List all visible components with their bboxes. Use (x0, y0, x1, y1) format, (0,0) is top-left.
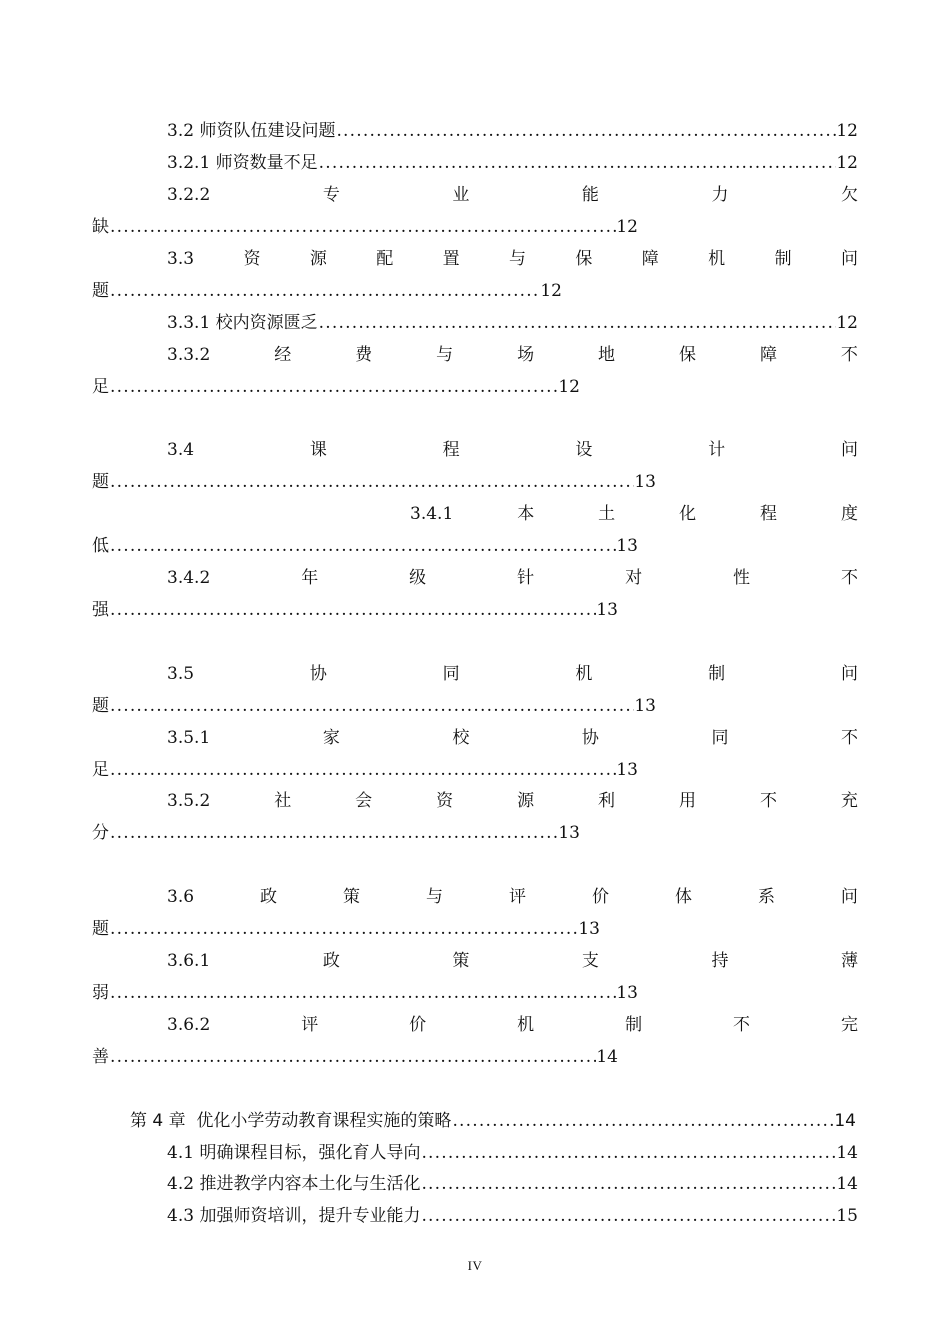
toc-entry-title: 师资数量不足 (215, 153, 318, 173)
toc-entry-page: 12 (616, 217, 638, 237)
toc-entry-num: 3.5.2 (167, 791, 211, 811)
toc-entry-num: 3.3.1 (167, 313, 211, 333)
toc-entry-page: 13 (634, 696, 656, 716)
toc-entry-3-2-1[interactable] (167, 152, 858, 174)
toc-entry-3-6-1-line1[interactable]: 3.6.1 政 策 支 持 薄 (167, 951, 858, 971)
toc-entry-num: 3.6.1 (167, 951, 211, 971)
toc-entry-3-4-1-line2[interactable]: 低 . . . 13 (92, 535, 638, 557)
toc-entry-3-3-line2[interactable]: 题 . . . 12 (92, 280, 562, 302)
toc-entry-title: 推进教学内容本土化与生活化 (199, 1174, 421, 1194)
toc-entry-num: 3.3 (167, 249, 195, 269)
toc-entry-3-3-1[interactable] (167, 312, 858, 334)
toc-entry-num: 4.1 (167, 1143, 195, 1163)
toc-entry-num: 4.2 (167, 1174, 195, 1194)
toc-entry-title: 校内资源匮乏 (215, 313, 318, 333)
toc-entry-3-5-line1[interactable]: 3.5 协 同 机 制 问 (167, 664, 858, 684)
toc-entry-3-3-2-line1[interactable]: 3.3.2 经 费 与 场 地 保 障 不 (167, 345, 858, 365)
toc-entry-3-6-2-line2[interactable]: 善 . . . 14 (92, 1046, 618, 1068)
toc-entry-page: 12 (540, 281, 562, 301)
toc-entry-3-6-1-line2[interactable]: 弱 . . . 13 (92, 982, 638, 1004)
toc-entry-page: 13 (616, 983, 638, 1003)
toc-entry-3-5-2-line2[interactable]: 分 . . . 13 (92, 822, 580, 844)
toc-entry-3-4-line1[interactable]: 3.4 课 程 设 计 问 (167, 440, 858, 460)
toc-entry-3-2[interactable] (167, 120, 858, 142)
toc-entry-3-5-1-line1[interactable]: 3.5.1 家 校 协 同 不 (167, 728, 858, 748)
toc-entry-3-5-1-line2[interactable]: 足 . . . 13 (92, 759, 638, 781)
toc-chapter-title: 第 4 章 优化小学劳动教育课程实施的策略 (130, 1111, 452, 1131)
toc-entry-num: 3.2.2 (167, 185, 211, 205)
toc-entry-page: 12 (558, 377, 580, 397)
toc-entry-num: 3.4.1 (410, 504, 454, 524)
toc-entry-3-6-line1[interactable]: 3.6 政 策 与 评 价 体 系 问 (167, 887, 858, 907)
toc-entry-3-6-2-line1[interactable]: 3.6.2 评 价 机 制 不 完 (167, 1015, 858, 1035)
toc-entry-4-2[interactable] (167, 1173, 858, 1195)
toc-entry-title: 明确课程目标，强化育人导向 (199, 1143, 421, 1163)
toc-entry-num: 3.3.2 (167, 345, 211, 365)
toc-entry-num: 3.4 (167, 440, 195, 460)
toc-entry-4-3[interactable] (167, 1205, 858, 1227)
toc-entry-num: 3.5 (167, 664, 195, 684)
toc-entry-page: 13 (634, 472, 656, 492)
toc-entry-3-2-2-line2[interactable]: 缺 . . . 12 (92, 216, 638, 238)
toc-entry-3-3-2-line2[interactable]: 足 . . . 12 (92, 376, 580, 398)
toc-entry-num: 3.5.1 (167, 728, 211, 748)
toc-entry-3-6-line2[interactable]: 题 . . . 13 (92, 918, 600, 940)
toc-entry-title: 加强师资培训，提升专业能力 (199, 1206, 421, 1226)
toc-entry-num: 3.6.2 (167, 1015, 211, 1035)
toc-entry-3-5-line2[interactable]: 题 . . . 13 (92, 695, 656, 717)
page-number: IV (467, 1258, 483, 1273)
toc-entry-3-4-line2[interactable]: 题 . . . 13 (92, 471, 656, 493)
toc-entry-page: 15 (836, 1206, 858, 1226)
toc-entry-page: 14 (836, 1174, 858, 1194)
toc-entry-num: 3.2 (167, 121, 195, 141)
toc-entry-3-4-1-line1[interactable]: 3.4.1 本 土 化 程 度 (410, 504, 858, 524)
toc-entry-3-3-line1[interactable]: 3.3 资 源 配 置 与 保 障 机 制 问 (167, 249, 858, 269)
toc-entry-3-4-2-line2[interactable]: 强 . . . 13 (92, 599, 618, 621)
toc-entry-page: 12 (836, 313, 858, 333)
toc-entry-page: 13 (578, 919, 600, 939)
toc-entry-3-5-2-line1[interactable]: 3.5.2 社 会 资 源 利 用 不 充 (167, 791, 858, 811)
toc-entry-num: 4.3 (167, 1206, 195, 1226)
toc-entry-page: 13 (558, 823, 580, 843)
toc-entry-4-1[interactable] (167, 1142, 858, 1164)
toc-entry-page: 14 (836, 1143, 858, 1163)
toc-entry-num: 3.6 (167, 887, 195, 907)
toc-entry-3-2-2-line1[interactable]: 3.2.2 专 业 能 力 欠 (167, 185, 858, 205)
toc-entry-3-4-2-line1[interactable]: 3.4.2 年 级 针 对 性 不 (167, 568, 858, 588)
toc-entry-num: 3.4.2 (167, 568, 211, 588)
toc-chapter-page: 14 (834, 1111, 856, 1131)
toc-entry-page: 14 (596, 1047, 618, 1067)
toc-entry-page: 13 (616, 760, 638, 780)
toc-chapter-4[interactable] (130, 1110, 856, 1132)
toc-entry-page: 12 (836, 153, 858, 173)
toc-entry-title: 师资队伍建设问题 (199, 121, 336, 141)
toc-entry-page: 12 (836, 121, 858, 141)
toc-entry-num: 3.2.1 (167, 153, 211, 173)
toc-entry-page: 13 (596, 600, 618, 620)
toc-entry-page: 13 (616, 536, 638, 556)
